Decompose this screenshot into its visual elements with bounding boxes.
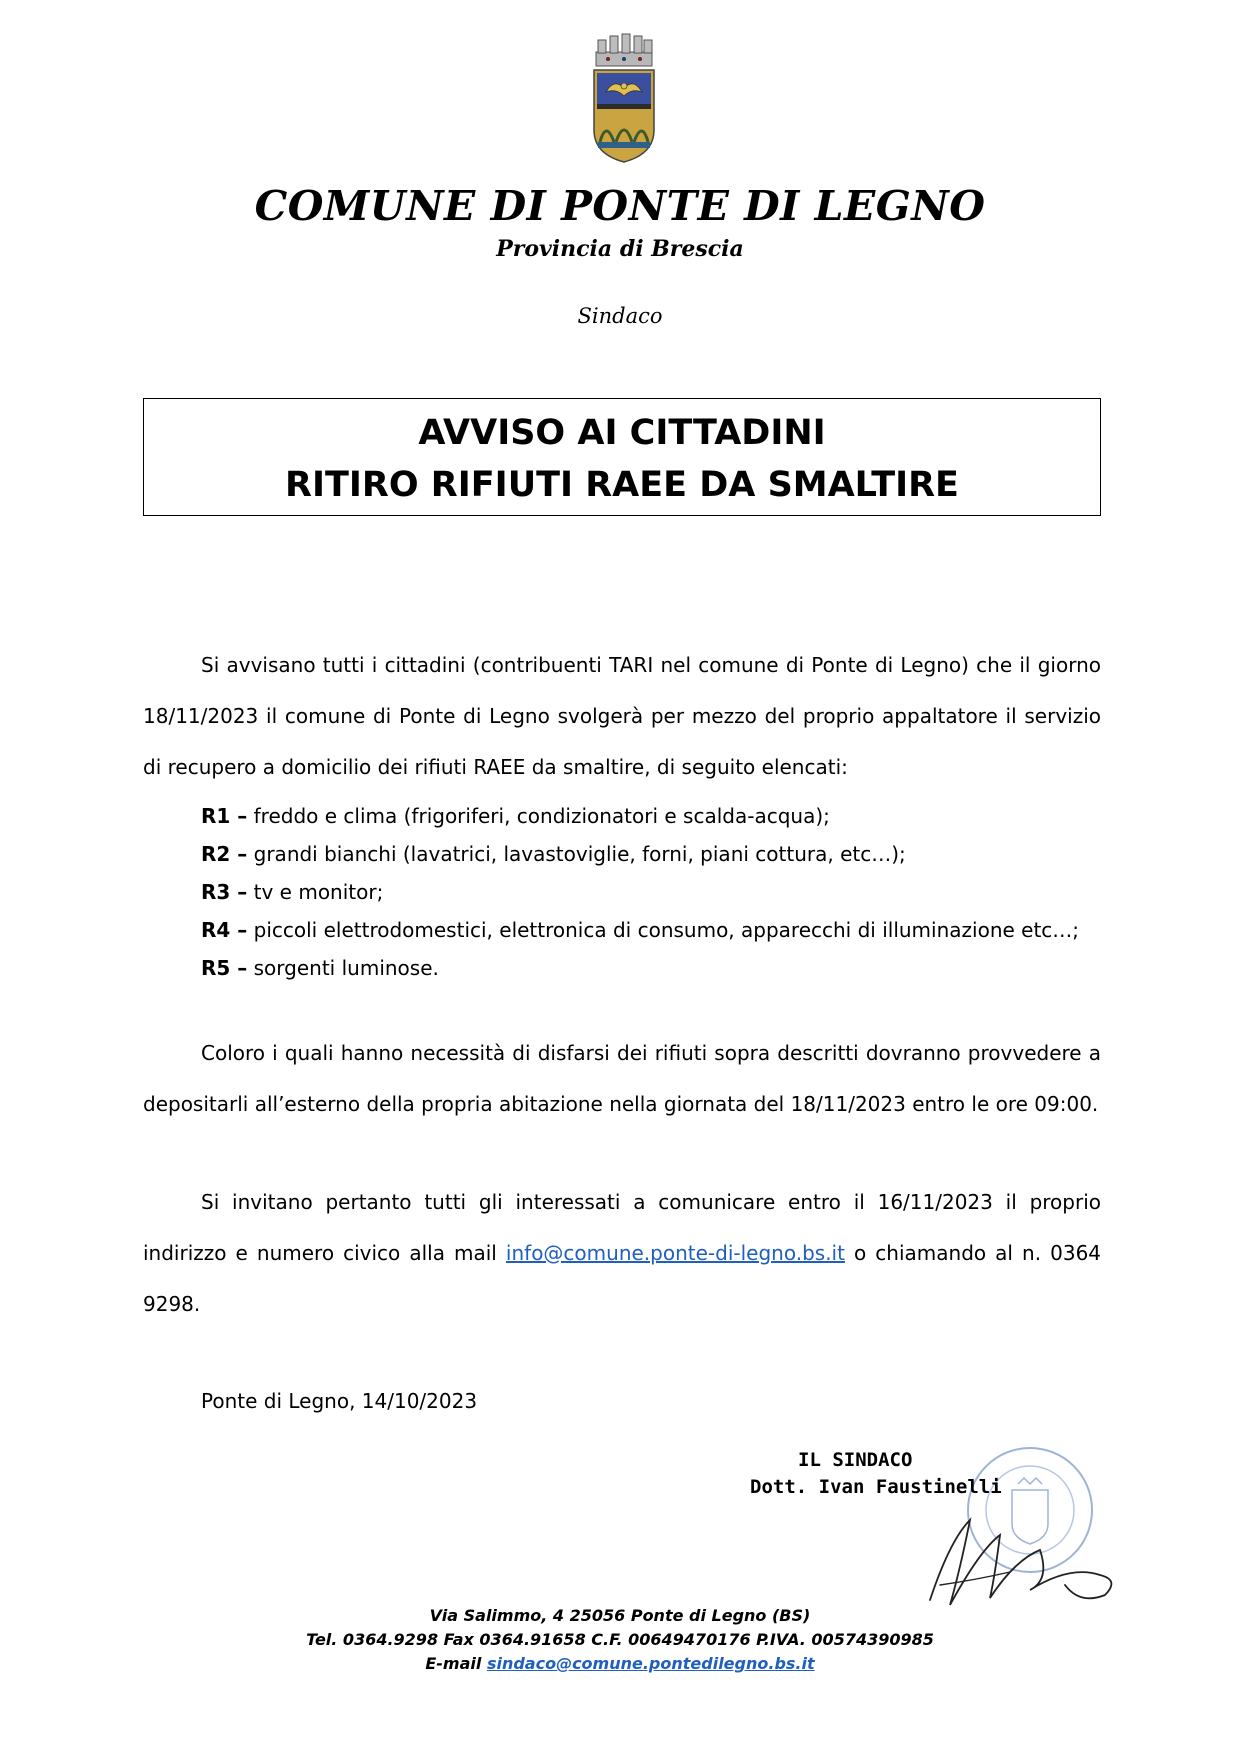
signatory-name: Dott. Ivan Faustinelli: [750, 1476, 1002, 1498]
contact-email-link[interactable]: info@comune.ponte-di-legno.bs.it: [505, 1241, 845, 1265]
footer-email-link[interactable]: sindaco@comune.pontedilegno.bs.it: [486, 1654, 815, 1673]
signatory-role: IL SINDACO: [798, 1449, 913, 1471]
municipal-coat-of-arms-icon: [588, 30, 660, 164]
municipality-title: COMUNE DI PONTE DI LEGNO: [254, 182, 986, 230]
list-item-text: piccoli elettrodomestici, elettronica di consumo, apparecchi di illuminazione etc…;: [253, 918, 1080, 942]
paragraph-deposit-text: Coloro i quali hanno necessità di disfarsi dei rifiuti sopra descritti dovranno provvedere a depositarli all’esterno della propria abitazione nella giornata del 18/11/2023 entro le ore 09:00.: [143, 1041, 1101, 1116]
notice-heading-line-1: AVVISO AI CITTADINI: [418, 413, 826, 453]
paragraph-contact: [143, 1177, 1101, 1330]
footer-email-label: E-mail: [425, 1654, 482, 1673]
signature-block: [750, 1440, 1130, 1600]
footer-address: Via Salimmo, 4 25056 Ponte di Legno (BS): [429, 1606, 811, 1625]
paragraph-deposit: [143, 1028, 1101, 1130]
footer: [0, 1604, 1240, 1676]
paragraph-intro: [143, 640, 1101, 793]
list-item-text: grandi bianchi (lavatrici, lavastoviglie, forni, piani cottura, etc…);: [253, 842, 906, 866]
list-item: [201, 873, 1101, 911]
list-item: [201, 797, 1101, 835]
list-item: [201, 911, 1101, 949]
list-item-code: R5 –: [201, 956, 248, 980]
paragraph-contact-text: Si invitano pertanto tutti gli interessati a comunicare entro il 16/11/2023 il proprio indirizzo e numero civico alla mail: [143, 1190, 1101, 1265]
list-item-code: R4 –: [201, 918, 248, 942]
list-item: [201, 835, 1101, 873]
paragraph-intro-text: Si avvisano tutti i cittadini (contribuenti TARI nel comune di Ponte di Legno) che il giorno 18/11/2023 il comune di Ponte di Legno svolgerà per mezzo del proprio appaltatore il servizio di recupero a domicilio dei rifiuti RAEE da smaltire, di seguito elencati:: [143, 653, 1101, 779]
list-item-text: sorgenti luminose.: [253, 956, 439, 980]
waste-category-list: [201, 797, 1101, 987]
province-subtitle: Provincia di Brescia: [496, 236, 744, 262]
list-item-code: R1 –: [201, 804, 248, 828]
place-date-line: Ponte di Legno, 14/10/2023: [201, 1389, 478, 1413]
notice-heading-box: [143, 398, 1101, 516]
list-item-code: R3 –: [201, 880, 248, 904]
list-item-text: freddo e clima (frigoriferi, condizionatori e scalda-acqua);: [253, 804, 830, 828]
paragraph-contact-phone: o chiamando al n. 0364 9298.: [143, 1241, 1102, 1316]
footer-contacts: Tel. 0364.9298 Fax 0364.91658 C.F. 00649470176 P.IVA. 00574390985: [306, 1630, 934, 1649]
handwritten-signature-icon: [900, 1480, 1130, 1620]
list-item: [201, 949, 1101, 987]
list-item-code: R2 –: [201, 842, 248, 866]
notice-heading-line-2: RITIRO RIFIUTI RAEE DA SMALTIRE: [285, 465, 959, 505]
office-label: Sindaco: [577, 304, 663, 328]
footer-email-line: [0, 1652, 1240, 1676]
list-item-text: tv e monitor;: [253, 880, 384, 904]
